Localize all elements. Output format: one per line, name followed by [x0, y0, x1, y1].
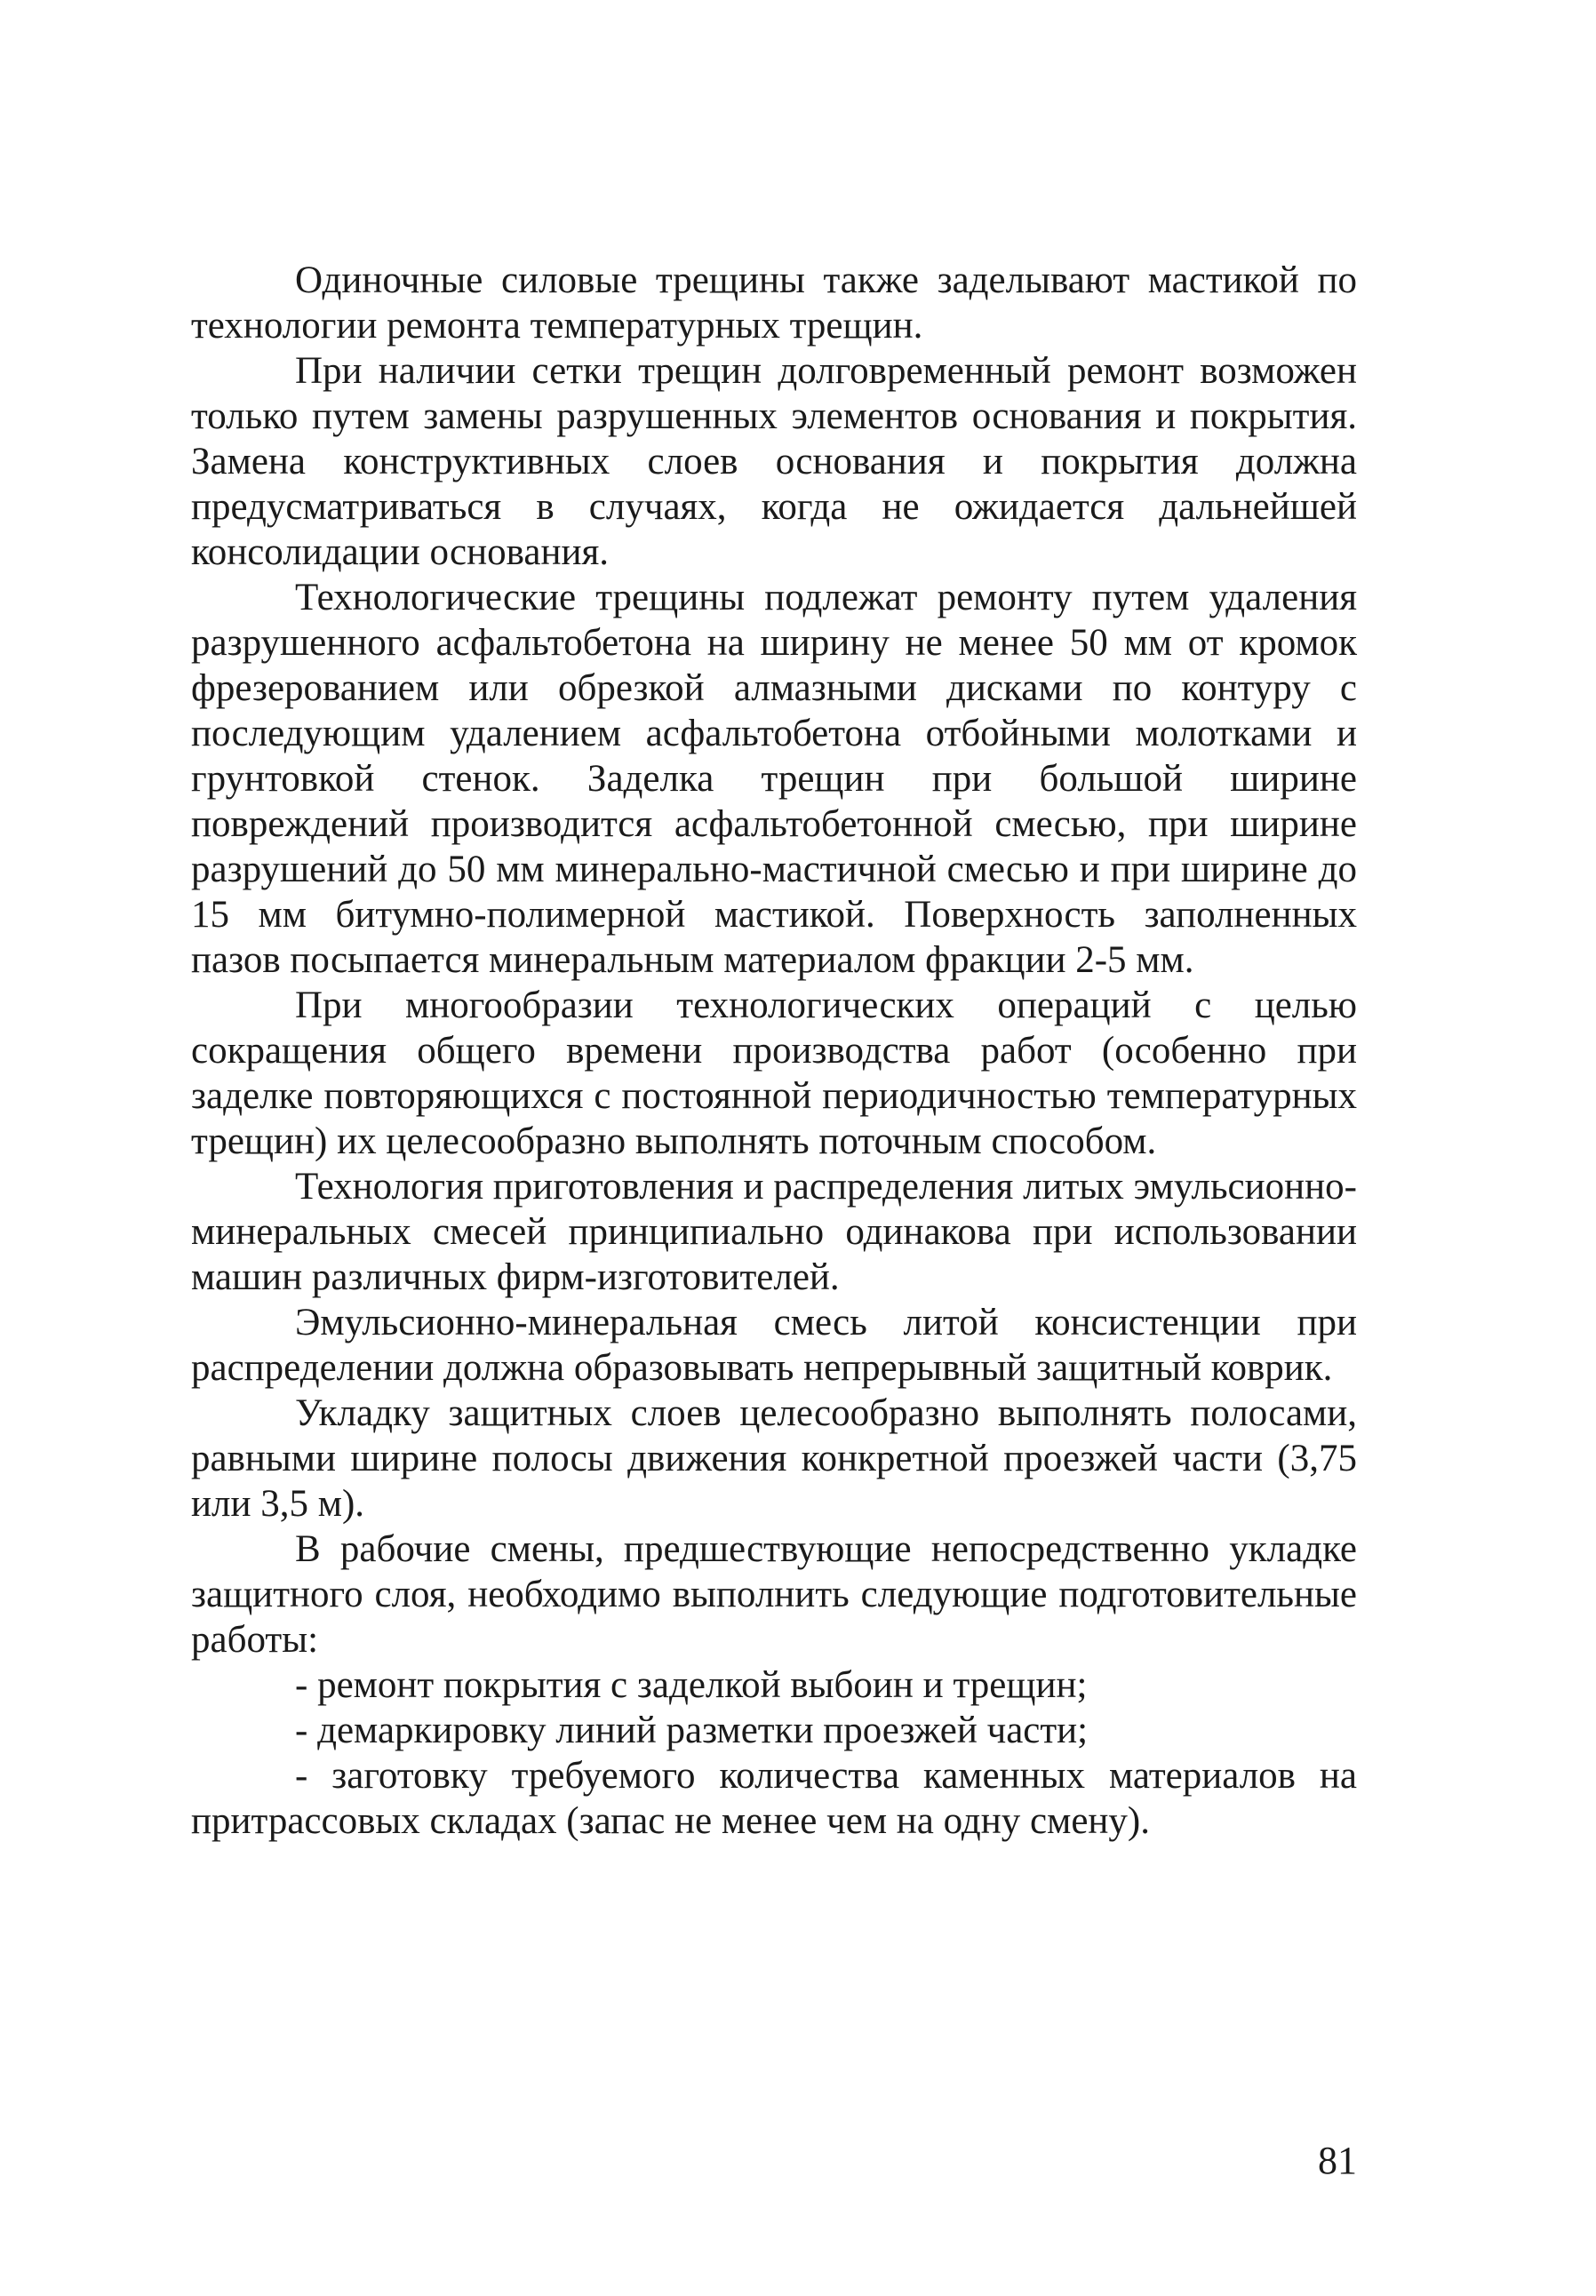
paragraph-mix-consistency: Эмульсионно-минеральная смесь литой консистенции при распределении должна образовывать непрерывный защитный коврик.	[191, 1302, 1357, 1389]
body-text	[191, 258, 1357, 1844]
paragraph-flow-method: При многообразии технологических операций с целью сокращения общего времени производства работ (особенно при заделке повторяющихся с постоянной периодичностью температурных трещин) их целесообразно выполнять поточным способом.	[191, 985, 1357, 1162]
paragraph-crack-network: При наличии сетки трещин долговременный ремонт возможен только путем замены разрушенных элементов основания и покрытия. Замена конструктивных слоев основания и покрытия должна предусматриваться в случаях, когда не ожидается дальнейшей консолидации основания.	[191, 350, 1357, 573]
list-item-demarking: - демаркировку линий разметки проезжей части;	[295, 1710, 1089, 1751]
list-item-pavement-repair: - ремонт покрытия с заделкой выбоин и трещин;	[295, 1664, 1088, 1706]
paragraph-single-cracks: Одиночные силовые трещины также заделывают мастикой по технологии ремонта температурных трещин.	[191, 259, 1357, 347]
page-number: 81	[1318, 2139, 1357, 2182]
list-item-stone-materials: - заготовку требуемого количества каменных материалов на притрассовых складах (запас не менее чем на одну смену).	[191, 1755, 1357, 1842]
paragraph-laying-strips: Укладку защитных слоев целесообразно выполнять полосами, равными ширине полосы движения конкретной проезжей части (3,75 или 3,5 м).	[191, 1392, 1357, 1525]
paragraph-mix-technology: Технология приготовления и распределения литых эмульсионно-минеральных смесей принципиально одинакова при использовании машин различных фирм-изготовителей.	[191, 1166, 1357, 1298]
paragraph-preparatory-works: В рабочие смены, предшествующие непосредственно укладке защитного слоя, необходимо выполнить следующие подготовительные работы:	[191, 1528, 1357, 1661]
paragraph-technological-cracks: Технологические трещины подлежат ремонту путем удаления разрушенного асфальтобетона на ширину не менее 50 мм от кромок фрезерованием или обрезкой алмазными дисками по контуру с последующим удалением асфальтобетона отбойными молотками и грунтовкой стенок. Заделка трещин при большой ширине повреждений производится асфальтобетонной смесью, при ширине разрушений до 50 мм минерально-мастичной смесью и при ширине до 15 мм битумно-полимерной мастикой. Поверхность заполненных пазов посыпается минеральным материалом фракции 2-5 мм.	[191, 577, 1357, 981]
